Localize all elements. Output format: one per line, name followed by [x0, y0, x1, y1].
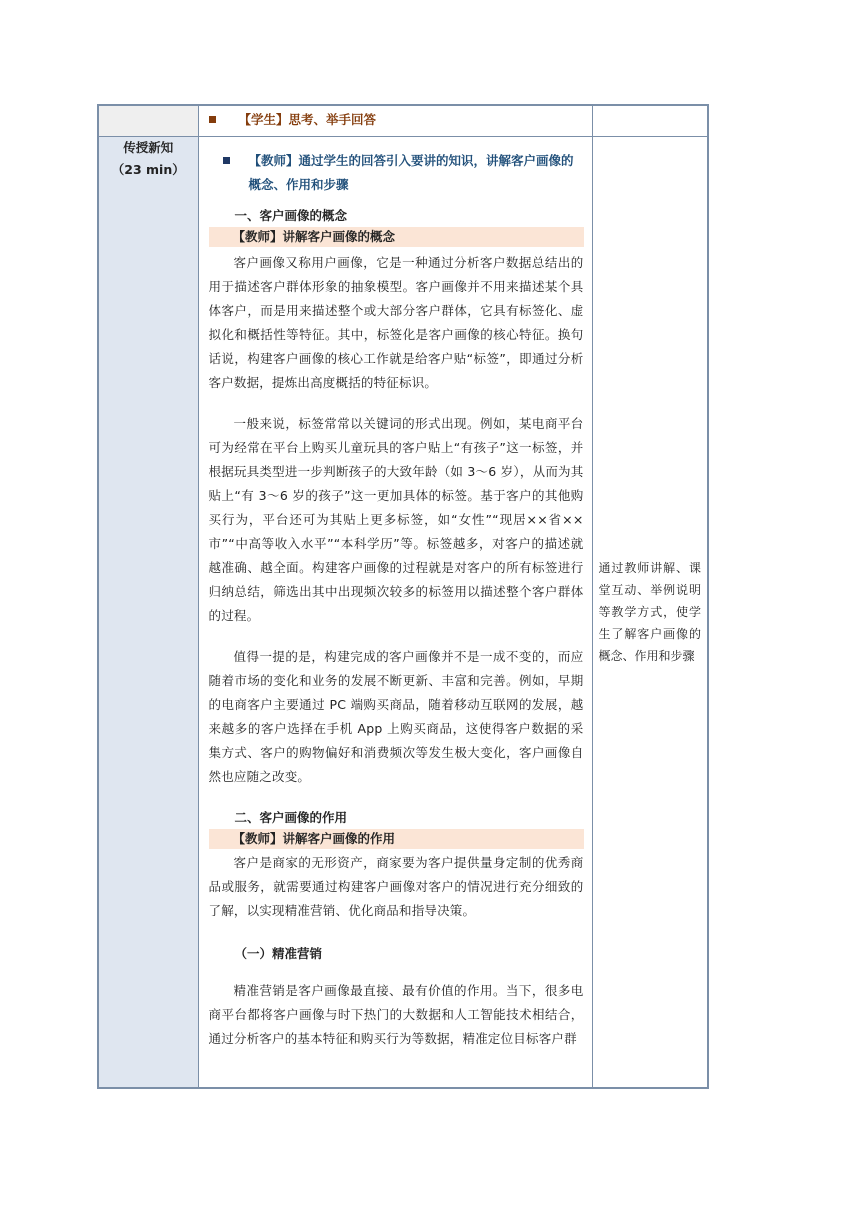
paragraph: 一般来说，标签常常以关键词的形式出现。例如，某电商平台可为经常在平台上购买儿童玩具的客户贴上“有孩子”这一标签，并根据玩具类型进一步判断孩子的大致年龄（如 3～6 岁），从而为其贴上“有 3～6 岁的孩子”这一更加具体的标签。基于客户的其他购买行为，平台还可为其贴上更多标签，如“女性”“现居××省××市”“中高等收入水平”“本科学历”等。标签越多，对客户的描述就越准确、越全面。构建客户画像的过程就是对客户的所有标签进行归纳总结，筛选出其中出现频次较多的标签用以描述整个客户群体的过程。	[208, 416, 584, 623]
square-bullet-icon	[209, 116, 216, 123]
lesson-plan-table	[97, 104, 709, 1089]
paragraph: 客户是商家的无形资产，商家要为客户提供量身定制的优秀商品或服务，就需要通过构建客户画像对客户的情况进行充分细致的了解，以实现精准营销、优化商品和指导决策。	[208, 855, 584, 918]
teacher-note-bar: 【教师】讲解客户画像的作用	[209, 829, 584, 849]
stage-label-cell	[98, 137, 198, 1089]
table-row	[98, 105, 708, 137]
table-row	[98, 137, 708, 1089]
square-bullet-icon	[223, 157, 230, 164]
teacher-intro-line	[209, 149, 584, 197]
stage-duration: （23 min）	[111, 162, 185, 177]
teacher-note-bar: 【教师】讲解客户画像的概念	[209, 227, 584, 247]
section-heading: 二、客户画像的作用	[234, 810, 348, 825]
stage-label: 传授新知	[123, 140, 174, 155]
student-activity-text: 【学生】思考、举手回答	[238, 112, 377, 127]
section-heading: 一、客户画像的概念	[234, 208, 348, 223]
empty-label-cell	[98, 105, 198, 137]
empty-note-cell	[592, 105, 708, 137]
content-cell	[198, 137, 592, 1089]
subsection-heading: （一）精准营销	[234, 946, 323, 961]
paragraph: 精准营销是客户画像最直接、最有价值的作用。当下，很多电商平台都将客户画像与时下热门的大数据和人工智能技术相结合，通过分析客户的基本特征和购买行为等数据，精准定位目标客户群	[208, 983, 584, 1046]
design-note-text: 通过教师讲解、课堂互动、举例说明等教学方式，使学生了解客户画像的概念、作用和步骤	[598, 561, 701, 663]
paragraph: 客户画像又称用户画像，它是一种通过分析客户数据总结出的用于描述客户群体形象的抽象模型。客户画像并不用来描述某个具体客户，而是用来描述整个或大部分客户群体，它具有标签化、虚拟化和概括性等特征。其中，标签化是客户画像的核心特征。换句话说，构建客户画像的核心工作就是给客户贴“标签”，即通过分析客户数据，提炼出高度概括的特征标识。	[208, 255, 584, 390]
design-note-cell	[592, 137, 708, 1089]
student-activity-cell	[198, 105, 592, 137]
teacher-intro-text: 【教师】通过学生的回答引入要讲的知识，讲解客户画像的概念、作用和步骤	[248, 153, 574, 192]
student-bullet-line	[199, 109, 592, 130]
paragraph: 值得一提的是，构建完成的客户画像并不是一成不变的，而应随着市场的变化和业务的发展不断更新、丰富和完善。例如，早期的电商客户主要通过 PC 端购买商品，随着移动互联网的发展，越来越多的客户选择在手机 App 上购买商品，这使得客户数据的采集方式、客户的购物偏好和消费频次等发生极大变化，客户画像自然也应随之改变。	[208, 649, 584, 784]
